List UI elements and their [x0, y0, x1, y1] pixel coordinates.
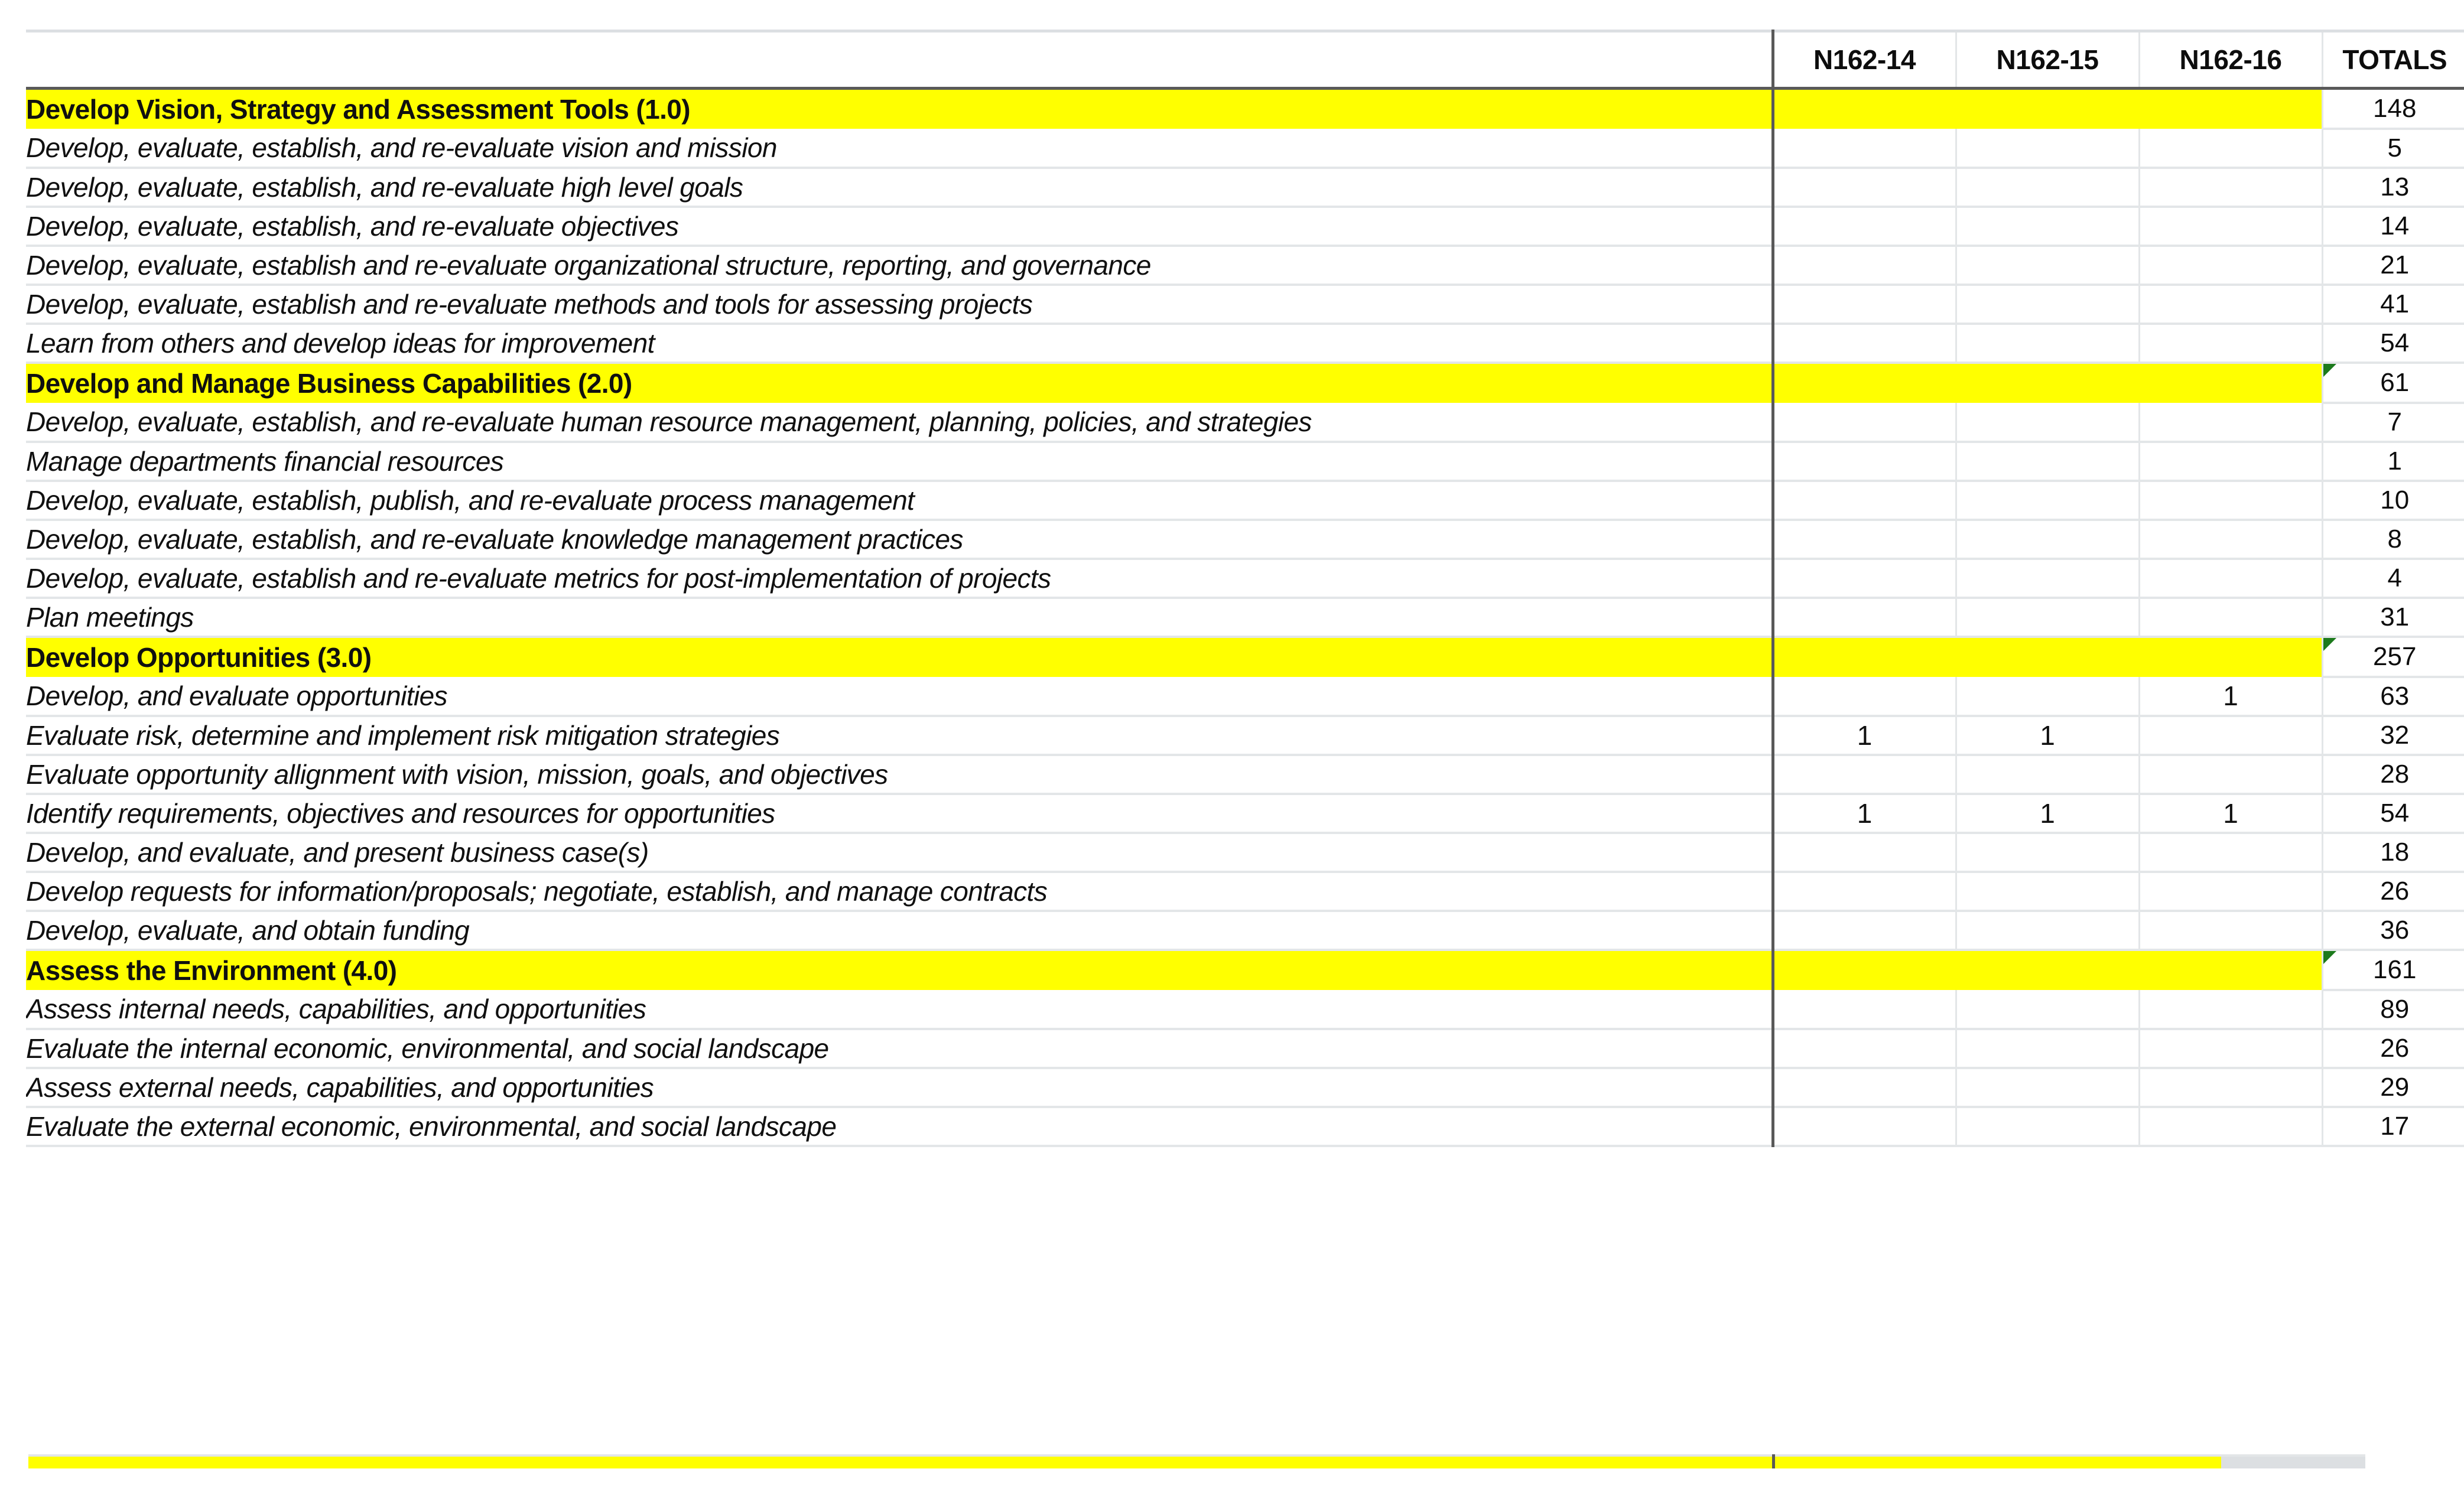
totals-value: 1 — [2387, 446, 2402, 476]
cell-n162-14[interactable] — [1773, 403, 1956, 442]
column-header-label[interactable] — [26, 31, 1773, 89]
cell-totals[interactable] — [2322, 872, 2464, 911]
column-header-n162-15[interactable]: N162-15 — [1956, 31, 2139, 89]
table-header-row — [26, 31, 2464, 89]
activity-label-cell[interactable]: Develop, evaluate, establish, and re-evaluate knowledge management practices — [26, 520, 1773, 559]
cell-n162-14[interactable] — [1773, 1029, 1956, 1068]
activity-label-cell[interactable]: Develop, evaluate, establish, publish, and re-evaluate process management — [26, 481, 1773, 520]
cell-n162-14[interactable] — [1773, 129, 1956, 168]
table-row[interactable] — [26, 324, 2464, 363]
section-header-row[interactable] — [26, 637, 2464, 677]
totals-value: 54 — [2380, 798, 2410, 828]
totals-value: 63 — [2380, 681, 2410, 711]
cell-n162-16[interactable] — [2139, 442, 2322, 481]
cell-n162-15[interactable] — [1956, 89, 2139, 129]
cell-n162-14[interactable] — [1773, 755, 1956, 794]
cell-totals[interactable] — [2322, 89, 2464, 129]
activity-label-cell[interactable]: Develop, evaluate, establish and re-evaluate organizational structure, reporting, and governance — [26, 246, 1773, 285]
cell-totals[interactable] — [2322, 755, 2464, 794]
cell-n162-14[interactable] — [1773, 324, 1956, 363]
totals-value: 148 — [2373, 93, 2417, 123]
cell-totals[interactable] — [2322, 794, 2464, 833]
totals-value: 32 — [2380, 720, 2410, 750]
strip-tail — [2221, 1457, 2365, 1468]
table-body — [26, 89, 2464, 1146]
section-title-cell[interactable]: Develop and Manage Business Capabilities (2.0) — [26, 363, 1773, 403]
cell-n162-14[interactable] — [1773, 520, 1956, 559]
cell-totals[interactable] — [2322, 363, 2464, 403]
cell-n162-15[interactable] — [1956, 520, 2139, 559]
activity-label-cell[interactable]: Assess internal needs, capabilities, and opportunities — [26, 990, 1773, 1029]
totals-value: 257 — [2373, 641, 2417, 671]
table-row[interactable] — [26, 129, 2464, 168]
cell-n162-14[interactable] — [1773, 872, 1956, 911]
cell-n162-15[interactable] — [1956, 950, 2139, 990]
cell-totals[interactable] — [2322, 168, 2464, 207]
cell-n162-14[interactable] — [1773, 559, 1956, 598]
cell-n162-16[interactable] — [2139, 755, 2322, 794]
section-title-cell[interactable]: Develop Opportunities (3.0) — [26, 637, 1773, 677]
cell-totals[interactable] — [2322, 559, 2464, 598]
table-row[interactable] — [26, 403, 2464, 442]
totals-value: 161 — [2373, 955, 2417, 984]
cell-n162-14[interactable] — [1773, 363, 1956, 403]
cell-n162-16[interactable] — [2139, 129, 2322, 168]
table-row[interactable] — [26, 168, 2464, 207]
totals-value: 31 — [2380, 602, 2410, 631]
totals-value: 89 — [2380, 994, 2410, 1024]
section-header-row[interactable] — [26, 950, 2464, 990]
cell-n162-16[interactable] — [2139, 872, 2322, 911]
table-row[interactable] — [26, 677, 2464, 716]
cell-n162-15[interactable] — [1956, 403, 2139, 442]
cell-n162-15[interactable] — [1956, 129, 2139, 168]
column-header-n162-14[interactable]: N162-14 — [1773, 31, 1956, 89]
cell-n162-16[interactable] — [2139, 716, 2322, 755]
cell-n162-14[interactable]: 1 — [1773, 794, 1956, 833]
totals-value: 26 — [2380, 1033, 2410, 1063]
activity-label-cell[interactable]: Develop, evaluate, establish and re-evaluate methods and tools for assessing projects — [26, 285, 1773, 324]
activity-label-cell[interactable]: Develop, evaluate, establish and re-evaluate metrics for post-implementation of projects — [26, 559, 1773, 598]
activity-label-cell[interactable]: Learn from others and develop ideas for improvement — [26, 324, 1773, 363]
cell-n162-16[interactable] — [2139, 481, 2322, 520]
cell-n162-16[interactable] — [2139, 637, 2322, 677]
activity-label-cell[interactable]: Develop, evaluate, and obtain funding — [26, 911, 1773, 950]
cell-n162-15[interactable] — [1956, 755, 2139, 794]
activity-label-cell[interactable]: Manage departments financial resources — [26, 442, 1773, 481]
capability-totals-table — [26, 30, 2464, 1147]
section-header-row[interactable] — [26, 89, 2464, 129]
table-row[interactable] — [26, 285, 2464, 324]
activity-label-cell[interactable]: Evaluate the external economic, environmental, and social landscape — [26, 1107, 1773, 1146]
totals-value: 36 — [2380, 915, 2410, 945]
table-row[interactable] — [26, 1029, 2464, 1068]
cell-totals[interactable] — [2322, 207, 2464, 246]
table-row[interactable] — [26, 246, 2464, 285]
cell-totals[interactable] — [2322, 520, 2464, 559]
activity-label-cell[interactable]: Develop, evaluate, establish, and re-evaluate vision and mission — [26, 129, 1773, 168]
cell-n162-14[interactable] — [1773, 1107, 1956, 1146]
table-row[interactable] — [26, 207, 2464, 246]
totals-value: 41 — [2380, 289, 2410, 318]
table-row[interactable] — [26, 559, 2464, 598]
cell-n162-16[interactable] — [2139, 363, 2322, 403]
cell-n162-16[interactable] — [2139, 207, 2322, 246]
totals-value: 4 — [2387, 563, 2402, 592]
table-head — [26, 31, 2464, 89]
cell-n162-16[interactable] — [2139, 285, 2322, 324]
table-row[interactable] — [26, 794, 2464, 833]
cell-n162-15[interactable] — [1956, 481, 2139, 520]
cell-n162-16[interactable] — [2139, 598, 2322, 637]
cell-n162-14[interactable] — [1773, 207, 1956, 246]
cell-n162-16[interactable] — [2139, 520, 2322, 559]
activity-label-cell[interactable]: Develop, evaluate, establish, and re-evaluate objectives — [26, 207, 1773, 246]
cell-n162-15[interactable] — [1956, 168, 2139, 207]
cell-n162-16[interactable] — [2139, 990, 2322, 1029]
totals-value: 8 — [2387, 524, 2402, 553]
activity-label-cell[interactable]: Develop, and evaluate opportunities — [26, 677, 1773, 716]
cell-n162-15[interactable] — [1956, 285, 2139, 324]
totals-value: 26 — [2380, 876, 2410, 906]
activity-label-cell[interactable]: Plan meetings — [26, 598, 1773, 637]
cell-totals[interactable] — [2322, 324, 2464, 363]
cell-n162-14[interactable] — [1773, 285, 1956, 324]
cell-n162-15[interactable] — [1956, 324, 2139, 363]
cell-totals[interactable] — [2322, 1029, 2464, 1068]
cell-totals[interactable] — [2322, 285, 2464, 324]
cell-totals[interactable] — [2322, 911, 2464, 950]
cell-totals[interactable] — [2322, 1068, 2464, 1107]
cell-n162-16[interactable] — [2139, 559, 2322, 598]
cell-n162-14[interactable] — [1773, 911, 1956, 950]
table-row[interactable] — [26, 911, 2464, 950]
cell-n162-14[interactable]: 1 — [1773, 716, 1956, 755]
cell-n162-16[interactable]: 1 — [2139, 677, 2322, 716]
table-row[interactable] — [26, 442, 2464, 481]
cell-totals[interactable] — [2322, 598, 2464, 637]
cell-n162-15[interactable] — [1956, 637, 2139, 677]
cell-totals[interactable] — [2322, 677, 2464, 716]
cell-n162-14[interactable] — [1773, 598, 1956, 637]
cell-totals[interactable] — [2322, 716, 2464, 755]
cell-totals[interactable] — [2322, 246, 2464, 285]
cell-n162-16[interactable] — [2139, 1029, 2322, 1068]
totals-value: 54 — [2380, 328, 2410, 357]
totals-value: 10 — [2380, 485, 2410, 514]
cell-n162-15[interactable] — [1956, 442, 2139, 481]
totals-value: 21 — [2380, 250, 2410, 279]
cell-n162-15[interactable] — [1956, 872, 2139, 911]
totals-value: 17 — [2380, 1111, 2410, 1141]
cell-n162-16[interactable] — [2139, 246, 2322, 285]
totals-value: 13 — [2380, 172, 2410, 201]
activity-label-cell[interactable]: Develop, evaluate, establish, and re-evaluate human resource management, planning, policies, and strategies — [26, 403, 1773, 442]
comment-indicator-icon — [2323, 951, 2336, 964]
cell-n162-15[interactable] — [1956, 363, 2139, 403]
cell-n162-16[interactable] — [2139, 1068, 2322, 1107]
table-row[interactable] — [26, 716, 2464, 755]
cell-totals[interactable] — [2322, 129, 2464, 168]
activity-label-cell[interactable]: Evaluate risk, determine and implement risk mitigation strategies — [26, 716, 1773, 755]
totals-value: 14 — [2380, 211, 2410, 240]
activity-label-cell[interactable]: Evaluate the internal economic, environmental, and social landscape — [26, 1029, 1773, 1068]
totals-value: 5 — [2387, 133, 2402, 162]
cell-n162-16[interactable] — [2139, 89, 2322, 129]
cell-n162-16[interactable] — [2139, 911, 2322, 950]
table-row[interactable] — [26, 833, 2464, 872]
cell-n162-15[interactable] — [1956, 598, 2139, 637]
comment-indicator-icon — [2323, 364, 2336, 377]
cell-totals[interactable] — [2322, 990, 2464, 1029]
totals-value: 28 — [2380, 759, 2410, 789]
cell-n162-15[interactable] — [1956, 990, 2139, 1029]
cell-totals[interactable] — [2322, 403, 2464, 442]
cell-n162-14[interactable] — [1773, 246, 1956, 285]
table-row[interactable] — [26, 1107, 2464, 1146]
cell-totals[interactable] — [2322, 442, 2464, 481]
table-row[interactable] — [26, 481, 2464, 520]
totals-value: 7 — [2387, 407, 2402, 437]
cell-n162-14[interactable] — [1773, 677, 1956, 716]
activity-label-cell[interactable]: Develop, and evaluate, and present business case(s) — [26, 833, 1773, 872]
cell-n162-15[interactable]: 1 — [1956, 794, 2139, 833]
cell-n162-14[interactable] — [1773, 990, 1956, 1029]
cell-n162-14[interactable] — [1773, 1068, 1956, 1107]
table-row[interactable] — [26, 755, 2464, 794]
column-header-totals[interactable]: TOTALS — [2322, 31, 2464, 89]
cell-n162-16[interactable] — [2139, 950, 2322, 990]
table-row[interactable] — [26, 520, 2464, 559]
cell-totals[interactable] — [2322, 481, 2464, 520]
section-title-cell[interactable]: Develop Vision, Strategy and Assessment Tools (1.0) — [26, 89, 1773, 129]
cell-n162-16[interactable] — [2139, 833, 2322, 872]
cell-n162-15[interactable] — [1956, 911, 2139, 950]
cell-n162-16[interactable] — [2139, 168, 2322, 207]
section-header-row[interactable] — [26, 363, 2464, 403]
activity-label-cell[interactable]: Develop requests for information/proposals; negotiate, establish, and manage contracts — [26, 872, 1773, 911]
totals-value: 61 — [2380, 367, 2410, 397]
cell-n162-14[interactable] — [1773, 950, 1956, 990]
totals-value: 29 — [2380, 1072, 2410, 1102]
table-row[interactable] — [26, 872, 2464, 911]
cell-n162-15[interactable] — [1956, 559, 2139, 598]
activity-label-cell[interactable]: Identify requirements, objectives and resources for opportunities — [26, 794, 1773, 833]
cell-n162-14[interactable] — [1773, 89, 1956, 129]
cell-n162-16[interactable] — [2139, 403, 2322, 442]
cell-n162-14[interactable] — [1773, 833, 1956, 872]
cell-n162-15[interactable] — [1956, 1029, 2139, 1068]
cell-n162-15[interactable] — [1956, 677, 2139, 716]
cell-n162-15[interactable] — [1956, 1107, 2139, 1146]
activity-label-cell[interactable]: Evaluate opportunity allignment with vision, mission, goals, and objectives — [26, 755, 1773, 794]
cell-n162-14[interactable] — [1773, 168, 1956, 207]
cell-n162-16[interactable]: 1 — [2139, 794, 2322, 833]
column-header-n162-16[interactable]: N162-16 — [2139, 31, 2322, 89]
cell-n162-16[interactable] — [2139, 1107, 2322, 1146]
cell-n162-14[interactable] — [1773, 637, 1956, 677]
table-row[interactable] — [26, 1068, 2464, 1107]
cell-n162-15[interactable] — [1956, 207, 2139, 246]
section-title-cell[interactable]: Assess the Environment (4.0) — [26, 950, 1773, 990]
cell-n162-15[interactable]: 1 — [1956, 716, 2139, 755]
activity-label-cell[interactable]: Develop, evaluate, establish, and re-evaluate high level goals — [26, 168, 1773, 207]
cell-n162-15[interactable] — [1956, 1068, 2139, 1107]
cell-n162-16[interactable] — [2139, 324, 2322, 363]
cell-totals[interactable] — [2322, 637, 2464, 677]
cell-n162-15[interactable] — [1956, 833, 2139, 872]
cell-totals[interactable] — [2322, 950, 2464, 990]
cell-n162-15[interactable] — [1956, 246, 2139, 285]
cell-n162-14[interactable] — [1773, 442, 1956, 481]
column-divider — [1772, 1454, 1775, 1468]
cell-totals[interactable] — [2322, 833, 2464, 872]
cell-totals[interactable] — [2322, 1107, 2464, 1146]
table-row[interactable] — [26, 990, 2464, 1029]
next-section-clipped-row — [28, 1454, 2365, 1468]
table-row[interactable] — [26, 598, 2464, 637]
activity-label-cell[interactable]: Assess external needs, capabilities, and opportunities — [26, 1068, 1773, 1107]
cell-n162-14[interactable] — [1773, 481, 1956, 520]
totals-value: 18 — [2380, 837, 2410, 867]
comment-indicator-icon — [2323, 638, 2336, 651]
